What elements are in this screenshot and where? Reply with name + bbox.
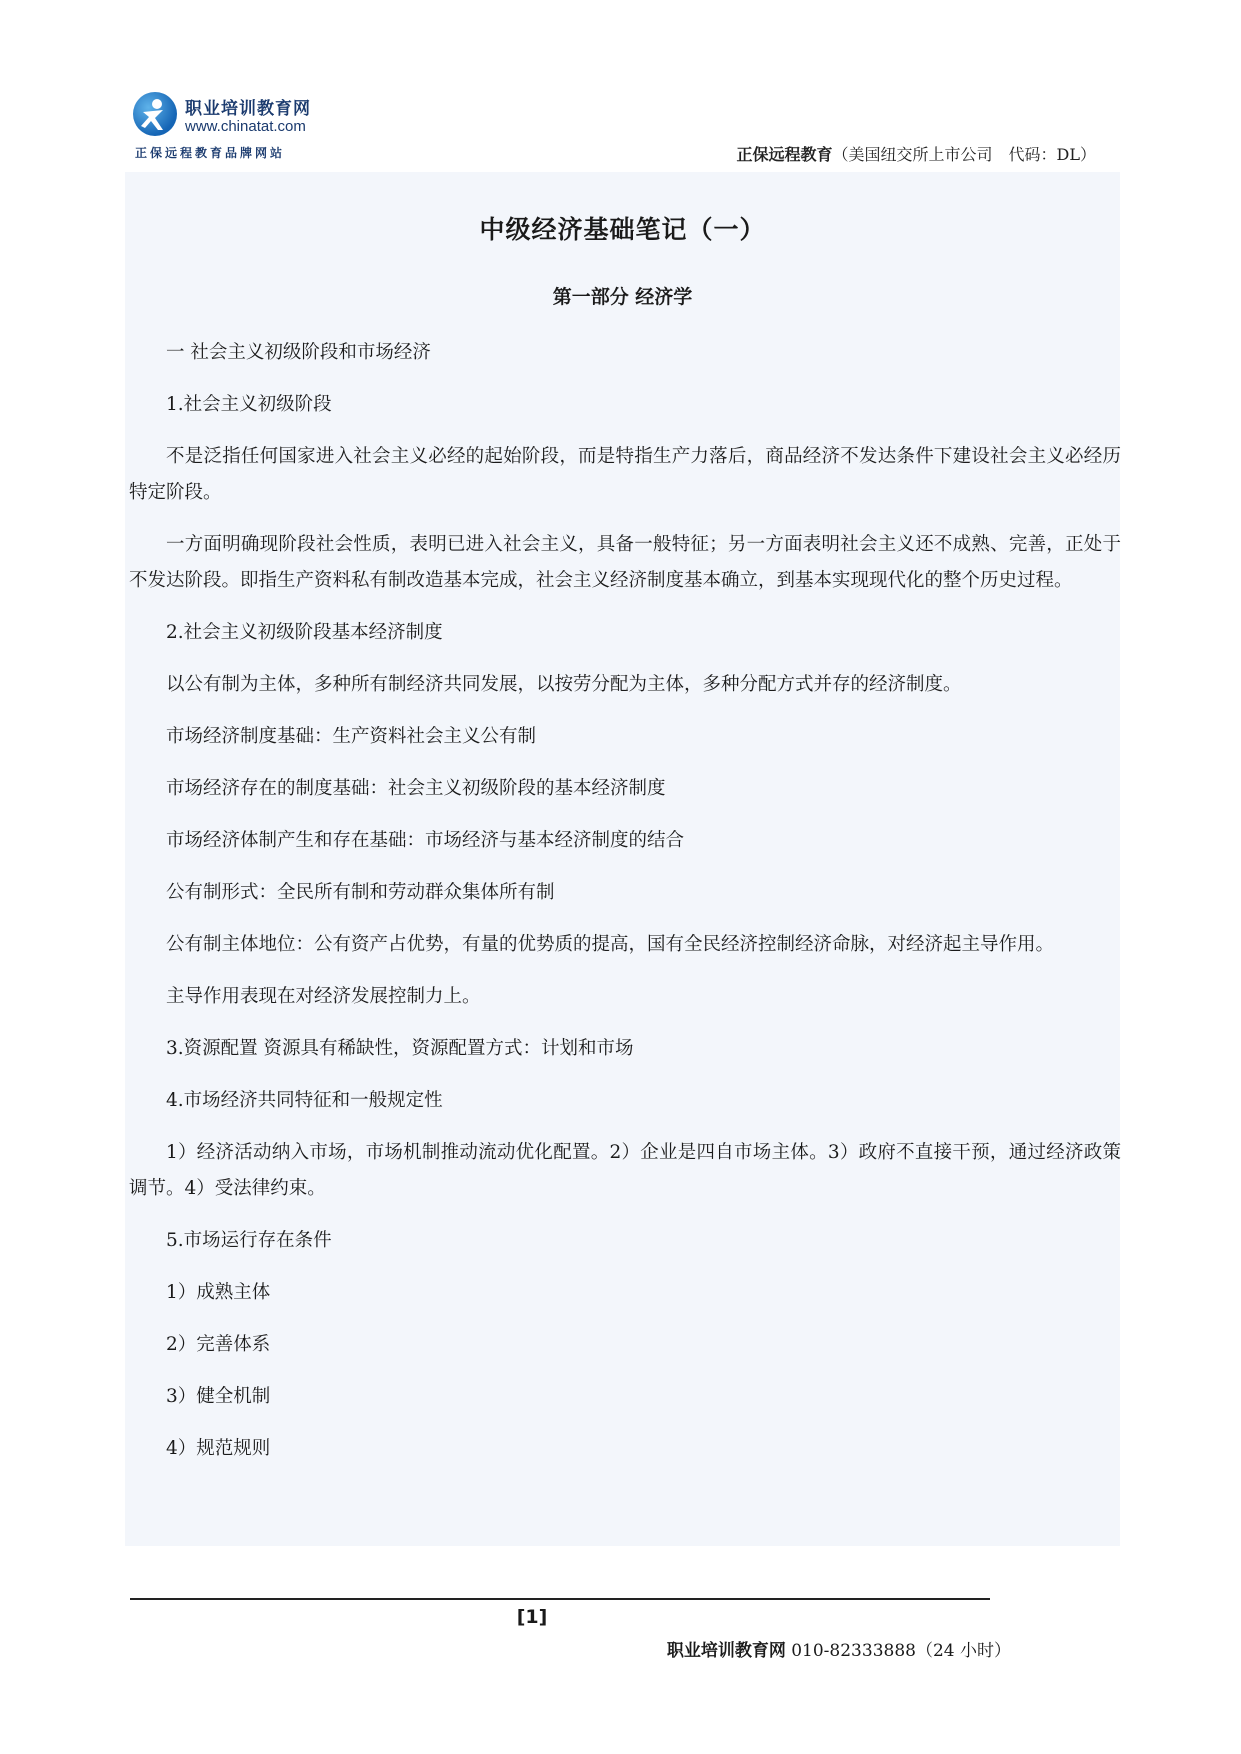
paragraph: 1.社会主义初级阶段 bbox=[166, 394, 332, 415]
paragraph: 2）完善体系 bbox=[166, 1334, 271, 1355]
person-icon bbox=[133, 92, 177, 136]
logo-name: 职业培训教育网 bbox=[185, 99, 311, 119]
paragraph: 不是泛指任何国家进入社会主义必经的起始阶段，而是特指生产力落后，商品经济不发达条件下建设社会主义必经历特定阶段。 bbox=[129, 446, 1121, 503]
logo-url: www.chinatat.com bbox=[185, 118, 306, 135]
paragraph: 3）健全机制 bbox=[166, 1386, 271, 1407]
paragraph: 公有制主体地位：公有资产占优势，有量的优势质的提高，国有全民经济控制经济命脉，对经济起主导作用。 bbox=[166, 934, 1055, 955]
section-title: 第一部分 经济学 bbox=[552, 286, 693, 308]
footer-contact bbox=[667, 1636, 1011, 1661]
page-header bbox=[125, 86, 1120, 174]
paragraph: 1）成熟主体 bbox=[166, 1282, 271, 1303]
page-number: [1] bbox=[516, 1606, 548, 1628]
footer-divider bbox=[130, 1598, 990, 1600]
paragraph: 市场经济体制产生和存在基础：市场经济与基本经济制度的结合 bbox=[166, 830, 685, 851]
paragraph: 市场经济存在的制度基础：社会主义初级阶段的基本经济制度 bbox=[166, 778, 666, 799]
paragraph: 市场经济制度基础：生产资料社会主义公有制 bbox=[166, 726, 537, 747]
paragraph: 一 社会主义初级阶段和市场经济 bbox=[166, 342, 431, 363]
paragraph: 主导作用表现在对经济发展控制力上。 bbox=[166, 986, 481, 1007]
paragraph: 公有制形式：全民所有制和劳动群众集体所有制 bbox=[166, 882, 555, 903]
paragraph: 5.市场运行存在条件 bbox=[166, 1230, 332, 1251]
footer-phone: 010-82333888（24 小时） bbox=[785, 1641, 1011, 1661]
document-text bbox=[129, 335, 1121, 1483]
company-name: 正保远程教育 bbox=[736, 145, 833, 164]
paragraph: 2.社会主义初级阶段基本经济制度 bbox=[166, 622, 443, 643]
paragraph: 以公有制为主体，多种所有制经济共同发展，以按劳分配为主体，多种分配方式并存的经济制度。 bbox=[166, 674, 962, 695]
logo-slogan: 正保远程教育品牌网站 bbox=[135, 146, 286, 160]
paragraph: 3.资源配置 资源具有稀缺性，资源配置方式：计划和市场 bbox=[166, 1038, 634, 1059]
site-logo[interactable] bbox=[133, 88, 333, 164]
document-title: 中级经济基础笔记（一） bbox=[479, 215, 766, 244]
header-company bbox=[737, 142, 1096, 165]
company-note: （美国纽交所上市公司 代码：DL） bbox=[832, 145, 1096, 164]
paragraph: 1）经济活动纳入市场，市场机制推动流动优化配置。2）企业是四自市场主体。3）政府不直接干预，通过经济政策调节。4）受法律约束。 bbox=[129, 1142, 1121, 1199]
paragraph: 4）规范规则 bbox=[166, 1438, 271, 1459]
paragraph: 一方面明确现阶段社会性质，表明已进入社会主义，具备一般特征；另一方面表明社会主义还不成熟、完善，正处于不发达阶段。即指生产资料私有制改造基本完成，社会主义经济制度基本确立，到基本实现现代化的整个历史过程。 bbox=[129, 534, 1121, 591]
footer-site-name: 职业培训教育网 bbox=[666, 1641, 786, 1661]
document-body bbox=[125, 172, 1120, 1546]
paragraph: 4.市场经济共同特征和一般规定性 bbox=[166, 1090, 443, 1111]
